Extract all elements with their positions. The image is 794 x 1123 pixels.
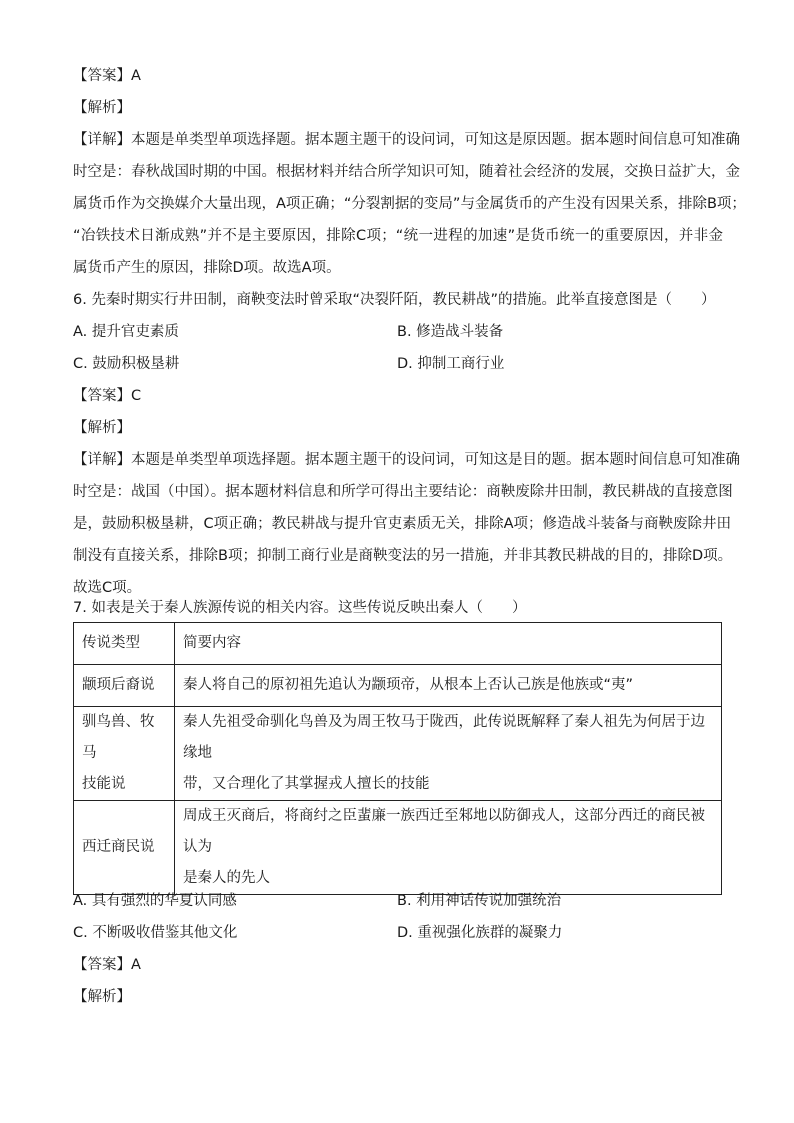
detail-line: 制没有直接关系，排除B项；抑制工商行业是商鞅变法的另一措施，并非其教民耕战的目的，排除D项。 [73,548,733,564]
table-cell-type [74,707,175,801]
detail-line: 故选C项。 [73,580,142,596]
option-d: D. 重视强化族群的凝聚力 [397,925,563,941]
table-header-cell: 简要内容 [175,623,722,665]
analysis-label: 【解析】 [73,989,131,1005]
table-header-cell: 传说类型 [74,623,175,665]
answer-label: 【答案】A [73,68,141,84]
table-cell-type [74,665,175,707]
table-row [74,707,722,801]
option-d: D. 抑制工商行业 [397,356,505,372]
option-a: A. 具有强烈的华夏认同感 [73,893,237,909]
detail-line: 【详解】本题是单类型单项选择题。据本题主题干的设问词，可知这是原因题。据本题时间信息可知准确 [73,132,740,148]
detail-line: 是，鼓励积极垦耕，C项正确；教民耕战与提升官吏素质无关，排除A项；修造战斗装备与商鞅废除井田 [73,516,732,532]
answer-label: 【答案】C [73,388,142,404]
option-c: C. 不断吸收借鉴其他文化 [73,925,238,941]
detail-line: 时空是：春秋战国时期的中国。根据材料并结合所学知识可知，随着社会经济的发展，交换日益扩大，金 [73,164,740,180]
question-6-stem: 6. 先秦时期实行井田制，商鞅变法时曾采取“决裂阡陌，教民耕战”的措施。此举直接意图是（ ） [73,292,716,308]
cell-text: 驯鸟兽、牧马 [82,714,155,761]
answer-label: 【答案】A [73,957,141,973]
cell-text: 是秦人的先人 [183,870,270,886]
analysis-label: 【解析】 [73,100,131,116]
cell-text: 带，又合理化了其掌握戎人擅长的技能 [183,776,430,792]
detail-line: 属货币产生的原因，排除D项。故选A项。 [73,260,341,276]
question-7-stem: 7. 如表是关于秦人族源传说的相关内容。这些传说反映出秦人（ ） [73,600,527,616]
cell-text: 秦人将自己的原初祖先追认为颛顼帝，从根本上否认己族是他族或“夷” [183,677,634,693]
option-b: B. 利用神话传说加强统治 [397,893,562,909]
table-header-row [74,623,722,665]
cell-text: 西迁商民说 [82,839,155,855]
cell-text: 周成王灭商后，将商纣之臣蜚廉一族西迁至邾地以防御戎人，这部分西迁的商民被认为 [183,808,705,855]
table-cell-content [175,665,722,707]
option-b: B. 修造战斗装备 [397,324,504,340]
option-a: A. 提升官吏素质 [73,324,179,340]
table-cell-content [175,707,722,801]
legend-table [73,622,722,895]
cell-text: 颛顼后裔说 [82,677,155,693]
option-c: C. 鼓励积极垦耕 [73,356,180,372]
cell-text: 秦人先祖受命驯化鸟兽及为周王牧马于陇西，此传说既解释了秦人祖先为何居于边缘地 [183,714,705,761]
analysis-label: 【解析】 [73,420,131,436]
detail-line: 属货币作为交换媒介大量出现，A项正确；“分裂割据的变局”与金属货币的产生没有因果关系，排除B项； [73,196,746,212]
table-row [74,665,722,707]
detail-line: 时空是：战国（中国）。据本题材料信息和所学可得出主要结论：商鞅废除井田制，教民耕战的直接意图 [73,484,733,500]
detail-line: “冶铁技术日渐成熟”并不是主要原因，排除C项；“统一进程的加速”是货币统一的重要原因，并非金 [73,228,723,244]
cell-text: 技能说 [82,776,126,792]
table-cell-content [175,801,722,895]
table-cell-type [74,801,175,895]
detail-line: 【详解】本题是单类型单项选择题。据本题主题干的设问词，可知这是目的题。据本题时间信息可知准确 [73,452,740,468]
table-row [74,801,722,895]
